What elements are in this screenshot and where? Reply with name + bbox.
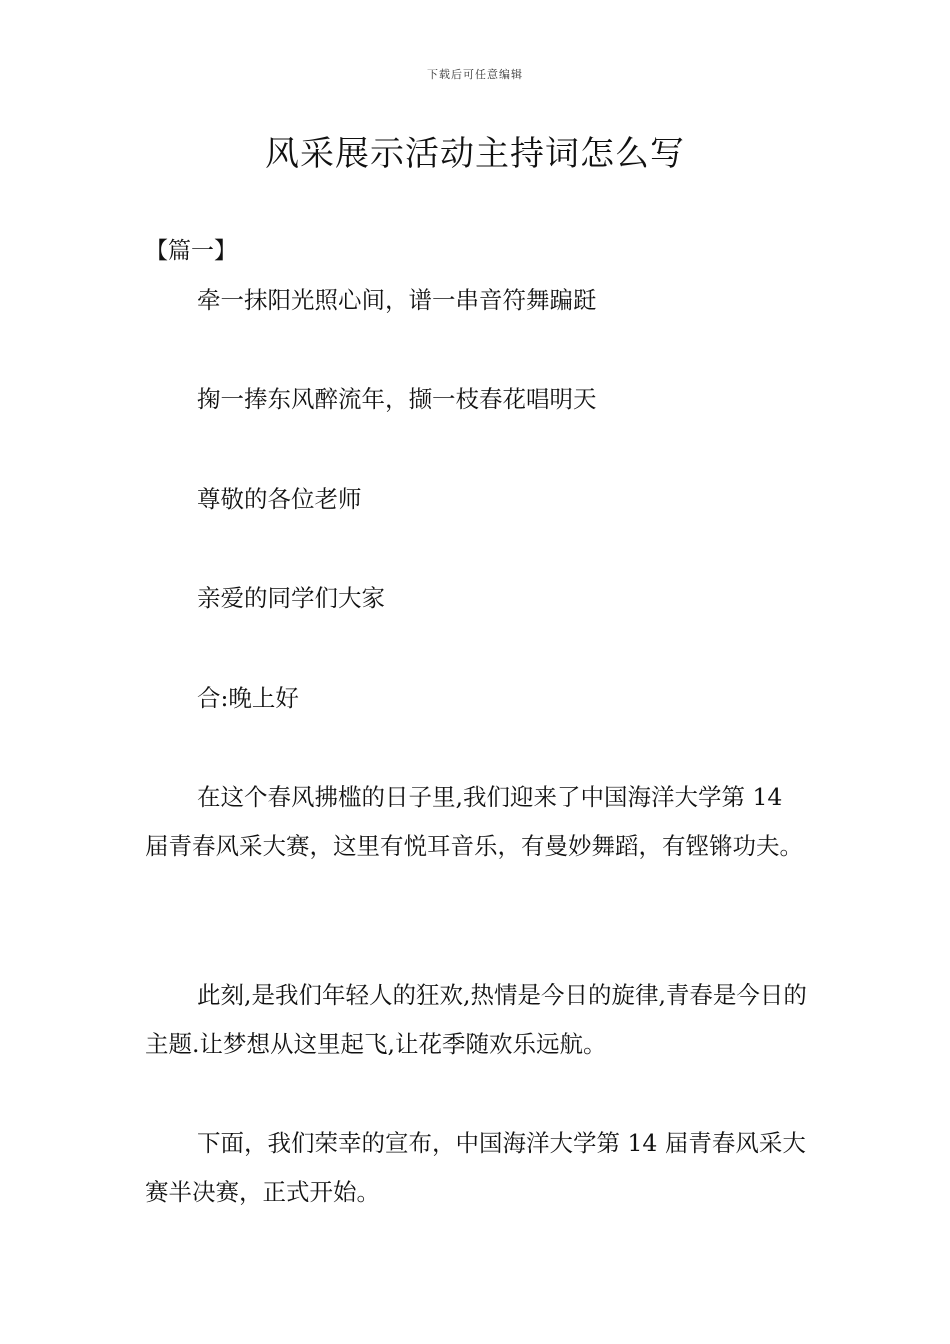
paragraph-8: 下面，我们荣幸的宣布，中国海洋大学第 14 届青春风采大赛半决赛，正式开始。 [145,1129,806,1206]
paragraph-7: 此刻,是我们年轻人的狂欢,热情是今日的旋律,青春是今日的主题.让梦想从这里起飞,让花季随欢乐远航。 [145,981,807,1058]
header-note: 下载后可任意编辑 [427,68,523,81]
paragraph-5: 合:晚上好 [197,684,299,712]
paragraph-1: 牵一抹阳光照心间，谱一串音符舞蹁跹 [197,286,597,314]
document-title: 风采展示活动主持词怎么写 [265,134,685,174]
paragraph-3: 尊敬的各位老师 [197,485,362,513]
paragraph-2: 掬一捧东风醉流年，撷一枝春花唱明天 [197,385,597,413]
paragraph-6: 在这个春风拂槛的日子里,我们迎来了中国海洋大学第 14 届青春风采大赛，这里有悦耳音乐，有曼妙舞蹈，有铿锵功夫。 [145,783,803,860]
section-label: 【篇一】 [145,238,237,264]
paragraph-4: 亲爱的同学们大家 [197,584,385,612]
